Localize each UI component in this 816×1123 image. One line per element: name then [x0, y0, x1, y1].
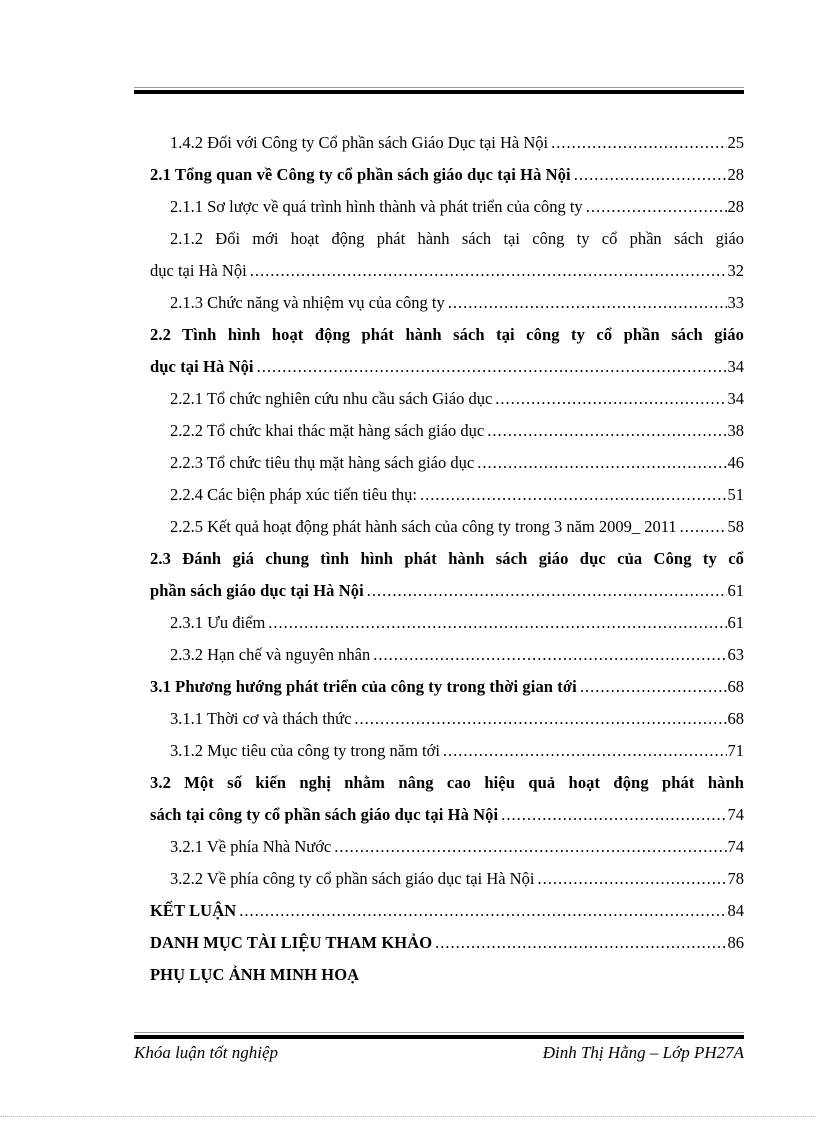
toc-entry	[150, 831, 744, 863]
toc-entry	[150, 671, 744, 703]
page-number: 74	[727, 805, 744, 824]
toc-entry-text: phần sách giáo dục tại Hà Nội	[150, 581, 364, 600]
toc-entry-text: 3.2.2 Về phía công ty cổ phần sách giáo dục tại Hà Nội	[170, 869, 535, 888]
toc-entry	[150, 863, 744, 895]
toc-entry	[150, 767, 744, 799]
page-number: 78	[727, 869, 744, 888]
dot-leader	[417, 479, 727, 511]
page-number: 33	[727, 293, 744, 312]
toc-entry	[150, 639, 744, 671]
page-number: 25	[727, 133, 744, 152]
toc-entry	[150, 447, 744, 479]
footer-left-text: Khóa luận tốt nghiệp	[134, 1043, 279, 1062]
toc-entry-text: 2.2.3 Tổ chức tiêu thụ mặt hàng sách giáo dục	[170, 453, 475, 472]
toc-entry	[150, 479, 744, 511]
dot-leader	[247, 255, 727, 287]
page-number: 68	[727, 709, 744, 728]
toc-entry-text: 2.1.3 Chức năng và nhiệm vụ của công ty	[170, 293, 445, 312]
toc-entry-text: KẾT LUẬN	[150, 901, 237, 920]
toc-entry	[150, 255, 744, 287]
dot-leader	[254, 351, 727, 383]
toc-entry-text: 3.2 Một số kiến nghị nhằm nâng cao hiệu quả hoạt động phát hành	[150, 773, 744, 792]
toc-entry	[150, 895, 744, 927]
toc-entry	[150, 735, 744, 767]
dot-leader	[445, 287, 727, 319]
page-number: 28	[727, 165, 744, 184]
toc-entry-text: 2.2.5 Kết quả hoạt động phát hành sách của công ty trong 3 năm 2009_ 2011	[170, 517, 677, 536]
toc-entry-text: 2.1.2 Đổi mới hoạt động phát hành sách tại công ty cổ phần sách giáo	[170, 229, 744, 248]
toc-entry	[150, 191, 744, 223]
toc-entry-text: 3.1.1 Thời cơ và thách thức	[170, 709, 352, 728]
toc-entry	[150, 799, 744, 831]
toc-entry	[150, 959, 744, 991]
toc-entry-text: 2.3 Đánh giá chung tình hình phát hành sách giáo dục của Công ty cổ	[150, 549, 744, 568]
dot-leader	[583, 191, 727, 223]
toc-entry-text: 2.2.2 Tổ chức khai thác mặt hàng sách giáo dục	[170, 421, 485, 440]
dot-leader	[474, 447, 726, 479]
toc	[150, 127, 744, 991]
toc-entry-text: sách tại công ty cổ phần sách giáo dục tại Hà Nội	[150, 805, 499, 824]
dot-leader	[534, 863, 726, 895]
toc-entry	[150, 127, 744, 159]
page-number: 63	[727, 645, 744, 664]
footer-right-text: Đinh Thị Hằng – Lớp PH27A	[542, 1043, 744, 1062]
header-rule	[134, 87, 744, 94]
toc-entry-text: 2.2.1 Tổ chức nghiên cứu nhu cầu sách Giáo dục	[170, 389, 493, 408]
toc-entry-text: 2.1.1 Sơ lược về quá trình hình thành và phát triển của công ty	[170, 197, 583, 216]
page-number: 34	[727, 357, 744, 376]
page-number: 32	[727, 261, 744, 280]
dot-leader	[432, 927, 726, 959]
dot-leader	[265, 607, 726, 639]
page-bottom-edge-line	[0, 1116, 816, 1117]
page-number: 86	[727, 933, 744, 952]
toc-entry	[150, 703, 744, 735]
toc-entry-text: DANH MỤC TÀI LIỆU THAM KHẢO	[150, 933, 433, 952]
toc-entry	[150, 287, 744, 319]
toc-entry-text: 3.1.2 Mục tiêu của công ty trong năm tới	[170, 741, 440, 760]
dot-leader	[484, 415, 726, 447]
toc-entry-text: 2.2.4 Các biện pháp xúc tiến tiêu thụ:	[170, 485, 417, 504]
toc-entry-text: 1.4.2 Đối với Công ty Cổ phần sách Giáo Dục tại Hà Nội	[170, 133, 549, 152]
dot-leader	[571, 159, 727, 191]
dot-leader	[351, 703, 726, 735]
toc-entry	[150, 415, 744, 447]
dot-leader	[364, 575, 727, 607]
toc-entry	[150, 383, 744, 415]
page-number: 74	[727, 837, 744, 856]
page-footer	[134, 1041, 744, 1065]
toc-entry	[150, 159, 744, 191]
toc-entry	[150, 575, 744, 607]
toc-entry-text: 2.2 Tình hình hoạt động phát hành sách tại công ty cổ phần sách giáo	[150, 325, 744, 344]
toc-entry	[150, 543, 744, 575]
toc-entry	[150, 511, 744, 543]
toc-entry-text: 3.2.1 Về phía Nhà Nước	[170, 837, 332, 856]
dot-leader	[677, 511, 727, 543]
page-number: 61	[727, 581, 744, 600]
toc-entry	[150, 223, 744, 255]
page-number: 46	[727, 453, 744, 472]
dot-leader	[498, 799, 726, 831]
dot-leader	[370, 639, 726, 671]
dot-leader	[492, 383, 726, 415]
toc-entry-text: 3.1 Phương hướng phát triển của công ty trong thời gian tới	[150, 677, 577, 696]
page-number: 58	[727, 517, 744, 536]
toc-entry-text: dục tại Hà Nội	[150, 261, 247, 280]
dot-leader	[331, 831, 726, 863]
page-number: 68	[727, 677, 744, 696]
page-number: 28	[727, 197, 744, 216]
toc-entry-text: PHỤ LỤC ẢNH MINH HOẠ	[150, 965, 360, 984]
dot-leader	[548, 127, 726, 159]
toc-entry-text: 2.1 Tổng quan về Công ty cổ phần sách giáo dục tại Hà Nội	[150, 165, 571, 184]
dot-leader	[236, 895, 726, 927]
page-number: 38	[727, 421, 744, 440]
page-number: 51	[727, 485, 744, 504]
toc-entry	[150, 607, 744, 639]
page-number: 84	[727, 901, 744, 920]
page-number: 34	[727, 389, 744, 408]
toc-entry-text: 2.3.2 Hạn chế và nguyên nhân	[170, 645, 371, 664]
dot-leader	[440, 735, 727, 767]
toc-entry	[150, 319, 744, 351]
dot-leader	[577, 671, 727, 703]
toc-entry	[150, 351, 744, 383]
page-number: 71	[727, 741, 744, 760]
toc-entry-text: 2.3.1 Ưu điểm	[170, 613, 266, 632]
toc-entry	[150, 927, 744, 959]
toc-entry-text: dục tại Hà Nội	[150, 357, 254, 376]
footer-rule	[134, 1032, 744, 1039]
page-number: 61	[727, 613, 744, 632]
